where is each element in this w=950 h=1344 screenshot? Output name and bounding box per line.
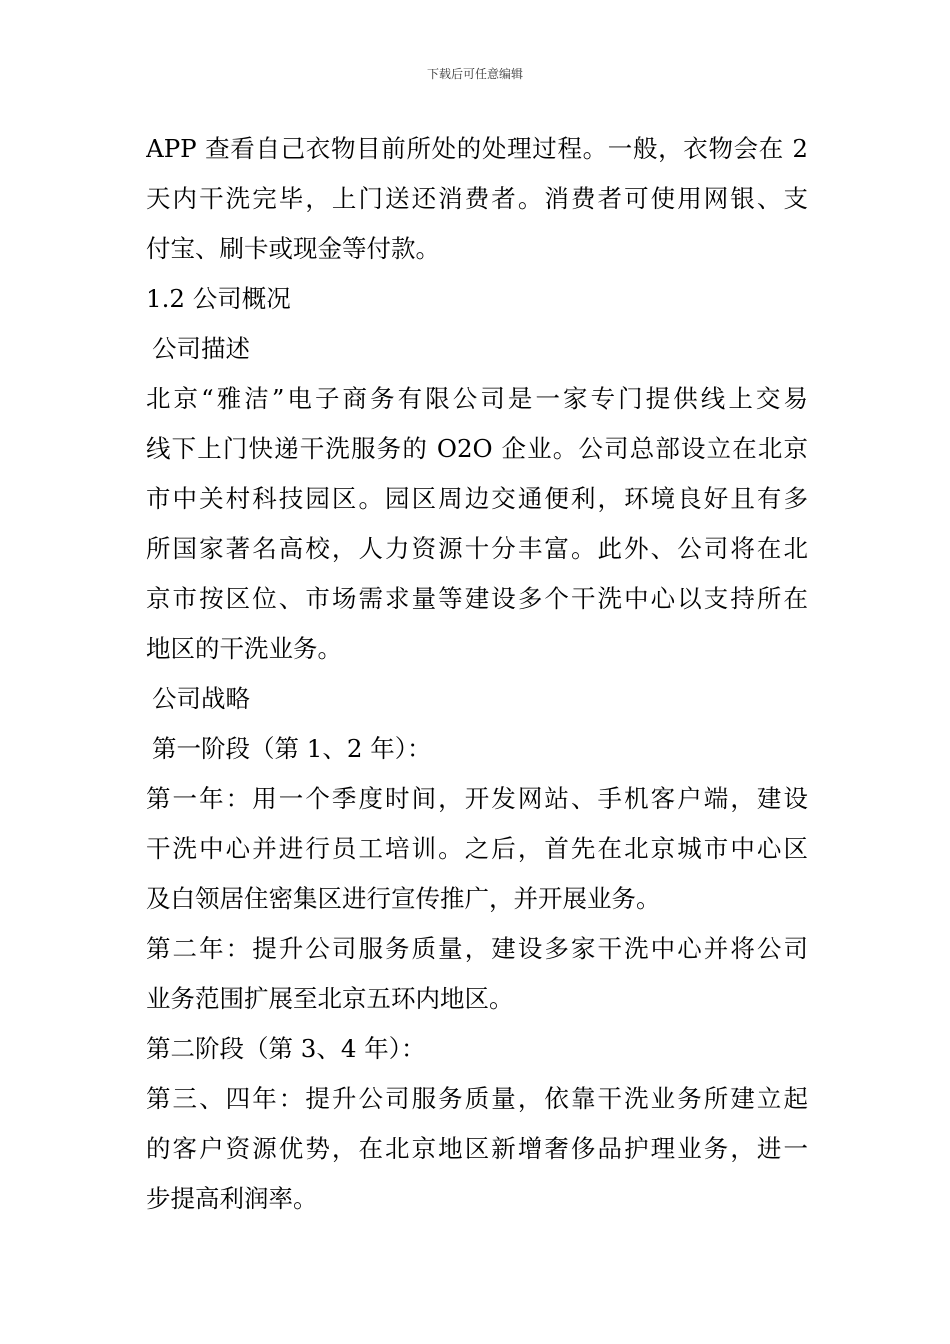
paragraph-line: 北京“雅洁”电子商务有限公司是一家专门提供线上交易 xyxy=(146,384,808,413)
paragraph-line: 及白领居住密集区进行宣传推广，并开展业务。 xyxy=(146,884,661,913)
subsection-heading: 公司战略 xyxy=(152,684,250,713)
paragraph-line: 地区的干洗业务。 xyxy=(146,634,342,663)
phase-heading: 第一阶段（第 1、2 年）： xyxy=(152,734,432,763)
paragraph-line: APP 查看自己衣物目前所处的处理过程。一般，衣物会在 2 xyxy=(146,134,808,163)
paragraph-line: 天内干洗完毕，上门送还消费者。消费者可使用网银、支 xyxy=(146,184,808,213)
paragraph-line: 付宝、刷卡或现金等付款。 xyxy=(146,234,440,263)
section-heading: 1.2 公司概况 xyxy=(146,284,291,313)
paragraph-line: 业务范围扩展至北京五环内地区。 xyxy=(146,984,514,1013)
document-body xyxy=(146,124,808,1224)
paragraph-line: 第二年：提升公司服务质量，建设多家干洗中心并将公司 xyxy=(146,934,808,963)
paragraph-line: 线下上门快递干洗服务的 O2O 企业。公司总部设立在北京 xyxy=(146,434,808,463)
paragraph-line: 干洗中心并进行员工培训。之后，首先在北京城市中心区 xyxy=(146,834,808,863)
paragraph-line: 步提高利润率。 xyxy=(146,1184,318,1213)
phase-heading: 第二阶段（第 3、4 年）： xyxy=(146,1034,426,1063)
paragraph-line: 所国家著名高校，人力资源十分丰富。此外、公司将在北 xyxy=(146,534,808,563)
paragraph-line: 的客户资源优势，在北京地区新增奢侈品护理业务，进一 xyxy=(146,1134,808,1163)
paragraph-line: 第三、四年：提升公司服务质量，依靠干洗业务所建立起 xyxy=(146,1084,808,1113)
page-header: 下载后可任意编辑 xyxy=(426,67,523,81)
paragraph-line: 京市按区位、市场需求量等建设多个干洗中心以支持所在 xyxy=(146,584,808,613)
subsection-heading: 公司描述 xyxy=(152,334,250,363)
paragraph-line: 市中关村科技园区。园区周边交通便利，环境良好且有多 xyxy=(146,484,808,513)
paragraph-line: 第一年：用一个季度时间，开发网站、手机客户端，建设 xyxy=(146,784,808,813)
